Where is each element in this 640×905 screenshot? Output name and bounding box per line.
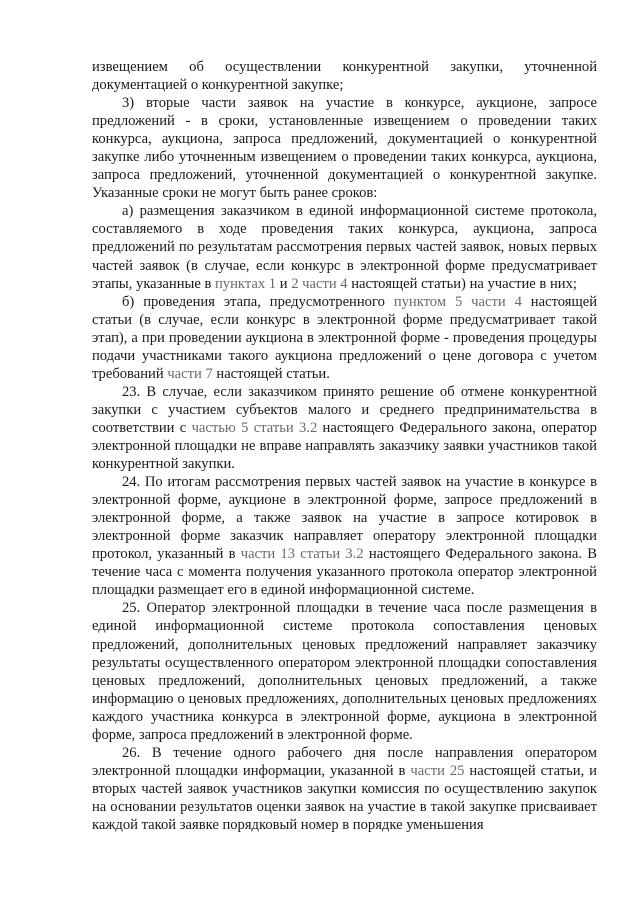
text-segment: и xyxy=(276,275,292,292)
paragraph-item-3b xyxy=(92,293,597,383)
document-page xyxy=(92,58,597,834)
text-segment: настоящей статьи. xyxy=(212,365,330,382)
law-reference-link[interactable]: части 13 статьи 3.2 xyxy=(240,546,364,563)
law-reference-link[interactable]: части 25 xyxy=(410,762,465,779)
paragraph-23 xyxy=(92,383,597,473)
law-reference-link[interactable]: 2 части 4 xyxy=(291,275,348,292)
text-segment: б) проведения этапа, предусмотренного xyxy=(122,293,394,310)
paragraph-item-3: 3) вторые части заявок на участие в конкурсе, аукционе, запросе предложений - в сроки, установленные извещением о проведении таких конкурса, аукциона, запроса предложений, документацией о конкурентной закупке либо уточненным извещением о проведении таких конкурса, аукциона, запроса предложений, уточненной документацией о конкурентной закупке. Указанные сроки не могут быть ранее сроков: xyxy=(92,95,597,202)
law-reference-link[interactable]: пунктом 5 части 4 xyxy=(393,293,522,310)
paragraph-item-3a xyxy=(92,202,597,292)
text-segment: настоящего Федерального закона. В течение часа с момента получения указанного протокола оператор электронной площадки размещает его в единой информационной системе. xyxy=(92,546,597,599)
text-segment: настоящей статьи (в случае, если конкурс в электронной форме предусматривает такой этап), а при проведении аукциона в электронной форме - проведения процедуры подачи участниками такого аукциона предложений о цене договора с учетом требований xyxy=(92,293,598,382)
law-reference-link[interactable]: части 7 xyxy=(167,365,213,382)
law-reference-link[interactable]: пунктах 1 xyxy=(215,275,277,292)
text-segment: 23. В случае, если заказчиком принято решение об отмене конкурентной закупки с участием субъектов малого и среднего предпринимательства в соответствии с xyxy=(92,383,597,436)
paragraph-24 xyxy=(92,473,597,599)
text-segment: настоящего Федерального закона, оператор электронной площадки не вправе направлять заказчику заявки участников такой конкурентной закупки. xyxy=(92,419,597,473)
text-segment: настоящей статьи, и вторых частей заявок участников закупки комиссия по осуществлению закупок на основании результатов оценки заявок на участие в такой закупке присваивает каждой такой заявке порядковый номер в порядке уменьшения xyxy=(92,762,597,833)
law-reference-link[interactable]: частью 5 статьи 3.2 xyxy=(191,419,318,436)
text-segment: 24. По итогам рассмотрения первых частей заявок на участие в конкурсе в электронной форме, аукционе в электронной форме, запросе предложений в электронной форме, а также заявок на участие в запросе котировок в электронной форме заказчик направляет оператору электронной площадки протокол, указанный в xyxy=(92,474,597,563)
paragraph-continuation: извещением об осуществлении конкурентной закупки, уточненной документацией о конкурентной закупке; xyxy=(92,59,597,94)
text-segment: 26. В течение одного рабочего дня после направления оператором электронной площадки информации, указанной в xyxy=(92,744,597,779)
text-segment: настоящей статьи) на участие в них; xyxy=(347,275,577,292)
paragraph-25: 25. Оператор электронной площадки в течение часа после размещения в единой информационной системе протокола сопоставления ценовых предложений, дополнительных ценовых предложений направляет заказчику результаты осуществленного оператором электронной площадки сопоставления ценовых предложений, дополнительных ценовых предложений, а также информацию о ценовых предложениях, дополнительных ценовых предложениях каждого участника конкурса в электронной форме, аукциона в электронной форме, запроса предложений в электронной форме. xyxy=(92,600,597,743)
paragraph-26 xyxy=(92,744,597,834)
text-segment: а) размещения заказчиком в единой информационной системе протокола, составляемого в ходе проведения таких конкурса, аукциона, запроса предложений по результатам рассмотрения первых частей заявок, новых первых частей заявок (в случае, если конкурс в электронной форме предусматривает этапы, указанные в xyxy=(92,203,597,292)
